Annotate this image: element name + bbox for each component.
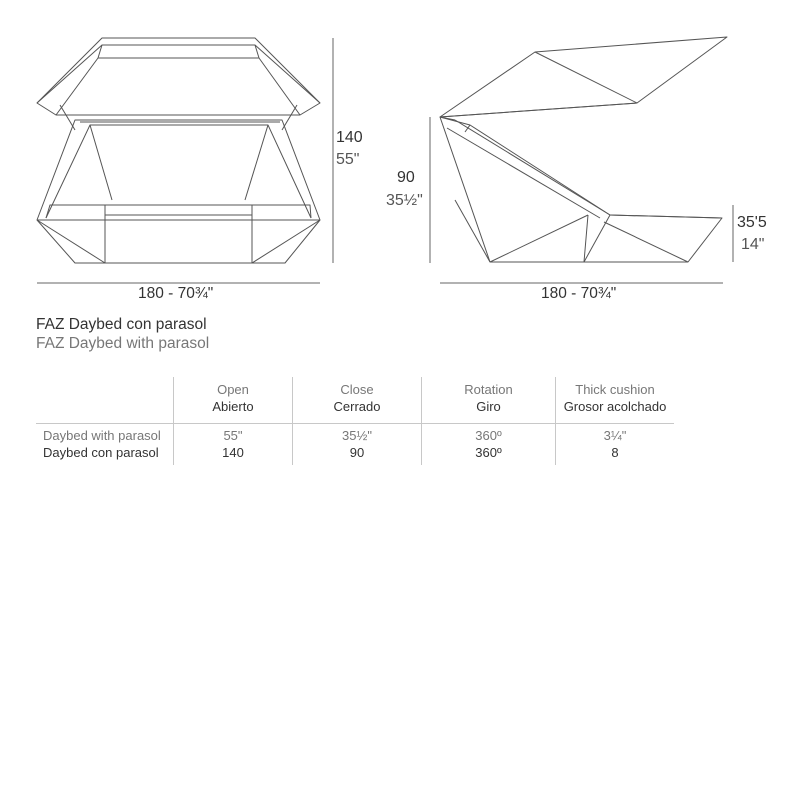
table-corner: [36, 377, 174, 424]
front-base-outline: [37, 120, 320, 263]
row-label: Daybed with parasol: [43, 428, 161, 443]
cell-rotation: 360º: [422, 424, 556, 445]
cell-rotation: 360º: [422, 444, 556, 465]
cell-cushion: 3¼": [556, 424, 675, 445]
table-row: [36, 444, 674, 465]
table-row: [36, 424, 674, 445]
spec-table: [36, 377, 674, 465]
header-cushion: [556, 377, 675, 424]
header-open-es: Abierto: [212, 399, 254, 414]
header-cushion-en: Thick cushion: [575, 382, 655, 397]
front-width-label: 180 - 70¾": [138, 285, 214, 302]
header-cushion-es: Grosor acolchado: [563, 399, 667, 414]
header-close: [293, 377, 422, 424]
side-height-in: 35½": [386, 192, 423, 209]
header-close-es: Cerrado: [333, 399, 381, 414]
cell-cushion: 8: [556, 444, 675, 465]
header-rotation-en: Rotation: [464, 382, 513, 397]
side-base-outline: [440, 117, 722, 262]
cell-open: 55": [174, 424, 293, 445]
side-parasol-outline: [440, 37, 727, 117]
title-es: FAZ Daybed con parasol: [36, 316, 207, 333]
side-width-label: 180 - 70¾": [541, 285, 617, 302]
cell-close: 90: [293, 444, 422, 465]
row-label: Daybed con parasol: [43, 445, 159, 460]
product-titles: [36, 315, 209, 353]
title-en: FAZ Daybed with parasol: [36, 335, 210, 352]
header-open-en: Open: [217, 382, 249, 397]
technical-drawings: [0, 0, 800, 310]
cell-open: 140: [174, 444, 293, 465]
side-height-cm: 90: [397, 169, 415, 186]
header-close-en: Close: [340, 382, 374, 397]
header-rotation-es: Giro: [476, 399, 501, 414]
front-height-in: 55": [336, 151, 360, 168]
side-seat-in: 14": [741, 236, 765, 253]
table-header-row: [36, 377, 674, 424]
cell-close: 35½": [293, 424, 422, 445]
side-seat-cm: 35'5: [737, 214, 767, 231]
header-rotation: [422, 377, 556, 424]
front-parasol-outline: [37, 38, 320, 130]
front-height-cm: 140: [336, 129, 363, 146]
header-open: [174, 377, 293, 424]
